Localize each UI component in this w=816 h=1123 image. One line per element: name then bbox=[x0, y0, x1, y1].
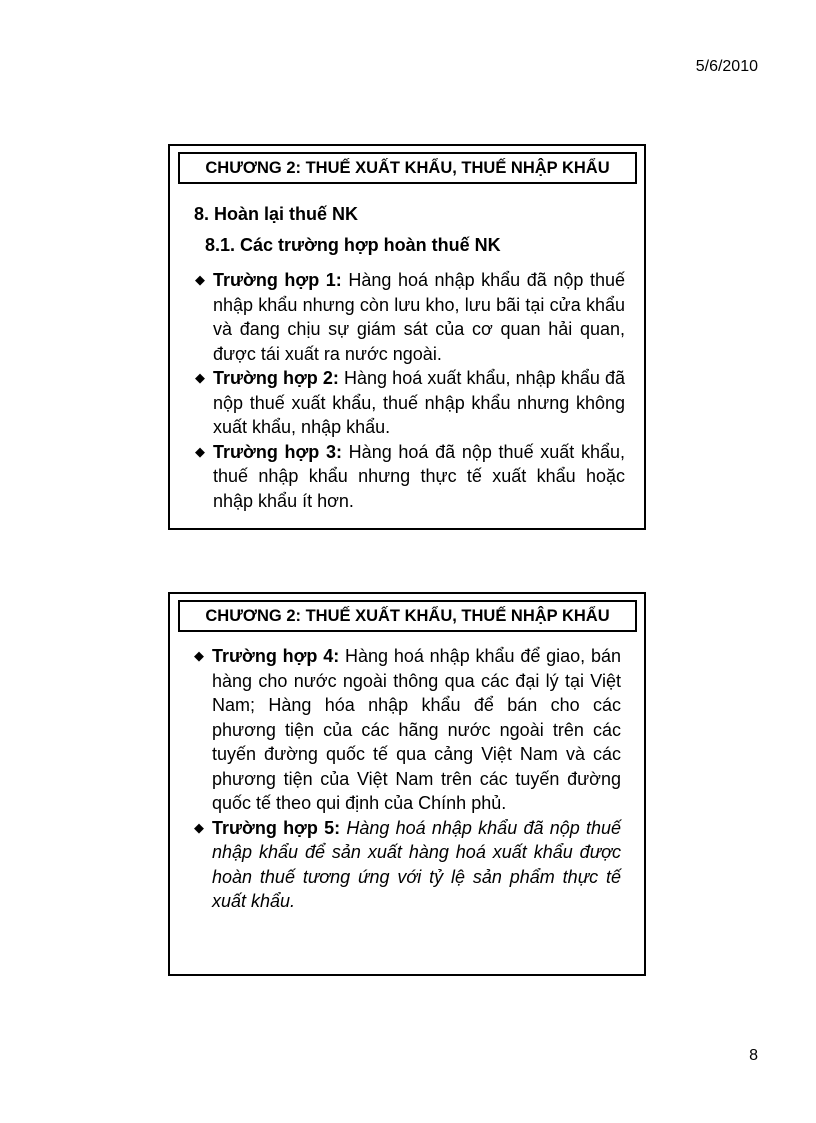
list-item bbox=[194, 644, 621, 816]
refund-case-list bbox=[194, 644, 621, 914]
case-label: Trường hợp 5: bbox=[212, 817, 341, 838]
subsection-heading: 8.1. Các trường hợp hoàn thuế NK bbox=[205, 235, 501, 255]
refund-case-list bbox=[195, 268, 625, 513]
list-item bbox=[195, 440, 625, 514]
case-text: Hàng hoá nhập khẩu để giao, bán hàng cho nước ngoài thông qua các đại lý tại Việt Nam; Hàng hóa nhập khẩu để bán cho các phương tiện của các hãng nước ngoài trên các tuyến đường quốc tế qua cảng Việt Nam và các phương tiện của Việt Nam trên các tuyến đường quốc tế theo qui định của Chính phủ. bbox=[212, 646, 622, 813]
case-text: Hàng hoá đã nộp thuế xuất khẩu, thuế nhập khẩu nhưng thực tế xuất khẩu hoặc nhập khẩu ít hơn. bbox=[213, 441, 626, 511]
case-label: Trường hợp 2: bbox=[213, 368, 339, 388]
list-item bbox=[195, 366, 625, 440]
diamond-bullet-icon: ◆ bbox=[195, 443, 205, 459]
diamond-bullet-icon: ◆ bbox=[194, 648, 204, 663]
case-text: Hàng hoá nhập khẩu đã nộp thuế nhập khẩu để sản xuất hàng hoá xuất khẩu được hoàn thuế tương ứng với tỷ lệ sản phẩm thực tế xuất khẩu. bbox=[212, 817, 622, 911]
case-text: Hàng hoá xuất khẩu, nhập khẩu đã nộp thuế xuất khẩu, thuế nhập khẩu nhưng không xuất khẩu, nhập khẩu. bbox=[213, 368, 626, 437]
diamond-bullet-icon: ◆ bbox=[195, 370, 205, 385]
slide-1 bbox=[168, 144, 646, 530]
list-item bbox=[195, 268, 625, 366]
page-number: 8 bbox=[749, 1047, 758, 1064]
case-label: Trường hợp 1: bbox=[213, 270, 342, 290]
section-heading: 8. Hoàn lại thuế NK bbox=[194, 204, 359, 224]
diamond-bullet-icon: ◆ bbox=[194, 819, 204, 835]
page-date: 5/6/2010 bbox=[695, 58, 758, 75]
case-text: Hàng hoá nhập khẩu đã nộp thuế nhập khẩu nhưng còn lưu kho, lưu bãi tại cửa khẩu và đang chịu sự giám sát của cơ quan hải quan, được tái xuất ra nước ngoài. bbox=[213, 270, 625, 364]
slide-2 bbox=[168, 592, 646, 976]
diamond-bullet-icon: ◆ bbox=[195, 272, 205, 287]
list-item bbox=[194, 816, 621, 914]
case-label: Trường hợp 3: bbox=[213, 441, 342, 462]
slide-2-title: CHƯƠNG 2: THUẾ XUẤT KHẨU, THUẾ NHẬP KHẨU bbox=[178, 600, 637, 632]
case-label: Trường hợp 4: bbox=[212, 646, 340, 666]
slide-1-title: CHƯƠNG 2: THUẾ XUẤT KHẨU, THUẾ NHẬP KHẨU bbox=[178, 152, 637, 184]
